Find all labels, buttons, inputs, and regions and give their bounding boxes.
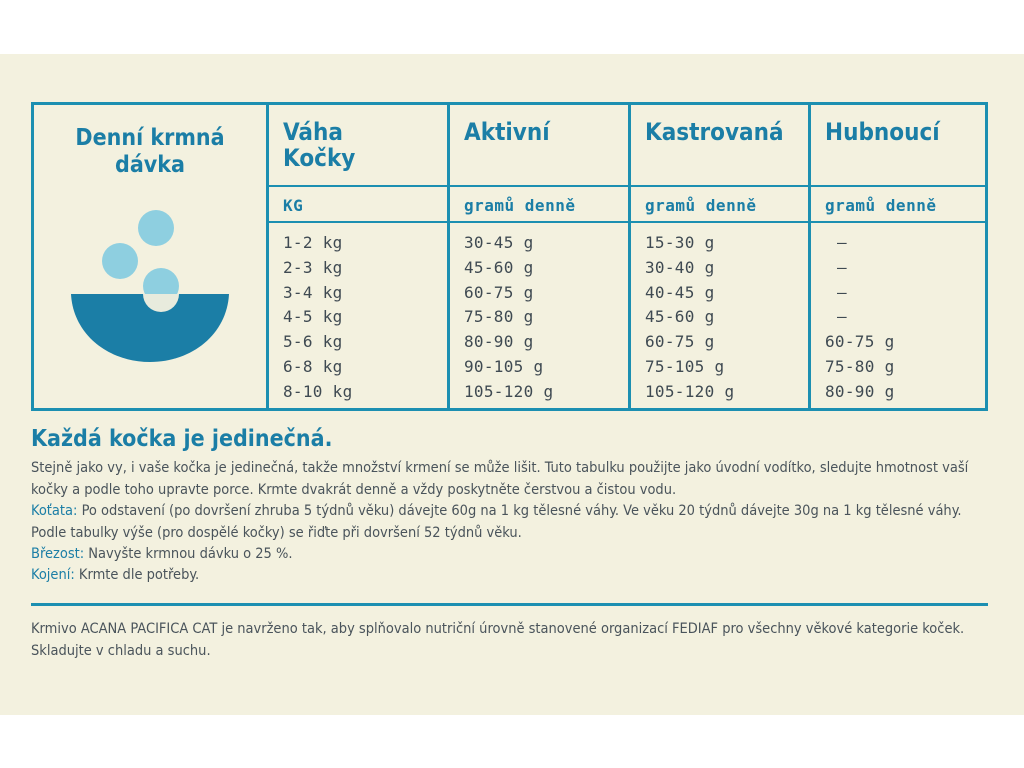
header-divider: [811, 185, 985, 187]
neutered-value: 75-105 g: [645, 356, 725, 376]
feeding-guide-panel: [0, 54, 1024, 715]
feeding-table-title: [34, 125, 266, 179]
column-active-unit: gramů denně: [464, 196, 576, 215]
feeding-table: [31, 102, 988, 411]
weight-value: 8-10 kg: [283, 381, 353, 401]
weight-loss-value: 80-90 g: [825, 381, 895, 401]
column-neutered: [631, 105, 811, 408]
kittens-text: Po odstavení (po dovršení zhruba 5 týdnů věku) dávejte 60g na 1 kg tělesné váhy. Ve věku 20 týdnů dávejte 30g na 1 kg tělesné váhy. Podle tabulky výše (pro dospělé kočky) se řiďte při dovršení 52 týdnů věku.: [31, 503, 962, 541]
header-divider: [269, 185, 447, 187]
column-weight-heading: [283, 119, 355, 171]
active-value: 75-80 g: [464, 307, 534, 327]
nursing-label: Kojení:: [31, 567, 75, 583]
weight-loss-value: —: [837, 307, 847, 327]
active-value: 90-105 g: [464, 356, 544, 376]
section-heading: Každá kočka je jedinečná.: [31, 426, 333, 452]
active-value: 30-45 g: [464, 233, 534, 252]
column-active: [450, 105, 631, 408]
kibble-left: [102, 243, 138, 279]
kibble-top: [138, 210, 174, 246]
column-weight-values: [283, 231, 353, 405]
weight-value: 5-6 kg: [283, 332, 343, 352]
footer-note: Krmivo ACANA PACIFICA CAT je navrženo tak, aby splňovalo nutriční úrovně stanovené organizací FEDIAF pro všechny věkové kategorie koček. Skladujte v chladu a suchu.: [31, 621, 965, 659]
column-weight-loss: [811, 105, 985, 408]
column-neutered-heading-line1: Kastrovaná: [645, 118, 784, 146]
weight-value: 2-3 kg: [283, 257, 343, 277]
intro-paragraph: Stejně jako vy, i vaše kočka je jedinečná, takže množství krmení se může lišit. Tuto tabulku použijte jako úvodní vodítko, sledujte hmotnost vaší kočky a podle toho upravte porce. Krmte dvakrát denně a vždy poskytněte čerstvou a čistou vodu.: [31, 460, 969, 498]
pregnancy-label: Březost:: [31, 546, 85, 562]
active-value: 105-120 g: [464, 381, 554, 401]
column-weight-heading-line2: Kočky: [283, 144, 356, 172]
neutered-value: 105-120 g: [645, 381, 735, 401]
active-value: 60-75 g: [464, 282, 534, 302]
weight-loss-value: —: [837, 282, 847, 302]
weight-loss-value: 75-80 g: [825, 356, 895, 376]
weight-value: 4-5 kg: [283, 307, 343, 327]
nursing-paragraph: [31, 565, 991, 587]
column-weight-loss-unit: gramů denně: [825, 196, 937, 215]
column-weight-loss-heading: [825, 119, 940, 145]
column-weight-heading-line1: Váha: [283, 118, 343, 146]
neutered-value: 40-45 g: [645, 282, 715, 302]
feeding-table-title-cell: [34, 105, 269, 408]
pregnancy-text: Navyšte krmnou dávku o 25 %.: [84, 546, 293, 562]
weight-loss-value: —: [837, 233, 847, 252]
feeding-table-title-line2: dávka: [115, 152, 185, 178]
weight-value: 1-2 kg: [283, 233, 343, 252]
weight-loss-value: —: [837, 257, 847, 277]
column-active-heading-line1: Aktivní: [464, 118, 550, 146]
weight-value: 6-8 kg: [283, 356, 343, 376]
header-divider: [450, 185, 628, 187]
kittens-paragraph: [31, 501, 991, 544]
unit-divider: [811, 221, 985, 223]
section-divider: [31, 603, 988, 606]
column-weight-loss-values: [825, 231, 895, 405]
weight-loss-value: 60-75 g: [825, 332, 895, 352]
pregnancy-paragraph: [31, 544, 991, 566]
header-divider: [631, 185, 808, 187]
food-bowl-icon: [68, 209, 233, 369]
neutered-value: 30-40 g: [645, 257, 715, 277]
active-value: 80-90 g: [464, 332, 534, 352]
nursing-text: Krmte dle potřeby.: [74, 567, 200, 583]
neutered-value: 15-30 g: [645, 233, 715, 252]
column-active-heading: [464, 119, 550, 145]
unit-divider: [631, 221, 808, 223]
column-neutered-heading: [645, 119, 784, 145]
column-neutered-values: [645, 231, 734, 405]
unit-divider: [450, 221, 628, 223]
neutered-value: 60-75 g: [645, 332, 715, 352]
unit-divider: [269, 221, 447, 223]
feeding-table-title-line1: Denní krmná: [75, 125, 225, 151]
neutered-value: 45-60 g: [645, 307, 715, 327]
column-weight: [269, 105, 450, 408]
kittens-label: Koťata:: [31, 503, 78, 519]
weight-value: 3-4 kg: [283, 282, 343, 302]
column-neutered-unit: gramů denně: [645, 196, 757, 215]
column-weight-loss-heading-line1: Hubnoucí: [825, 118, 940, 146]
column-weight-unit: KG: [283, 196, 304, 215]
active-value: 45-60 g: [464, 257, 534, 277]
column-active-values: [464, 231, 553, 405]
